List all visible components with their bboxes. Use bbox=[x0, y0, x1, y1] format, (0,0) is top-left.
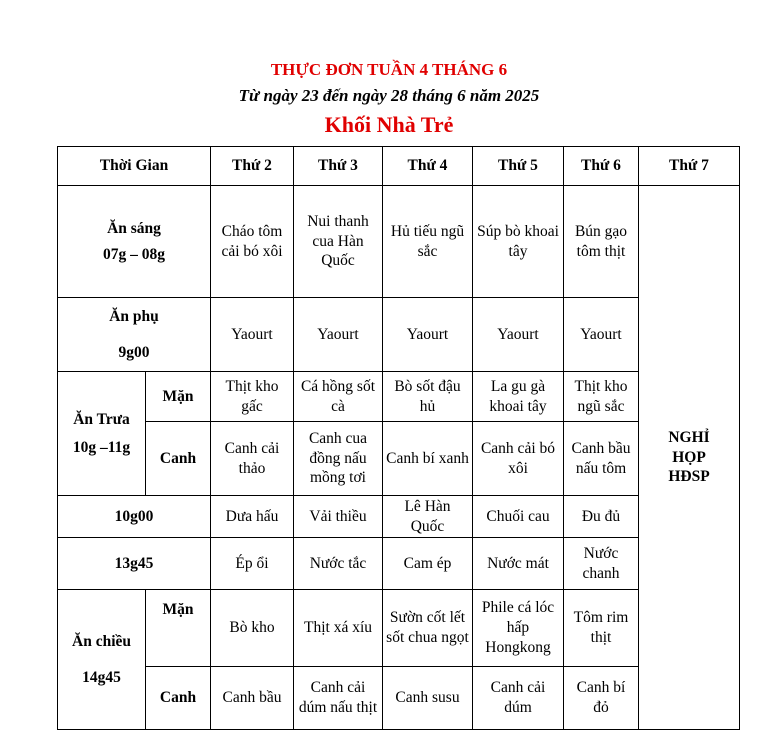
menu-cell: Vải thiều bbox=[294, 496, 383, 538]
menu-cell: Canh bí xanh bbox=[383, 422, 473, 496]
header-day: Thứ 3 bbox=[294, 147, 383, 186]
menu-cell: Ép ổi bbox=[211, 538, 294, 590]
menu-cell: Yaourt bbox=[473, 298, 564, 372]
menu-cell: Yaourt bbox=[294, 298, 383, 372]
menu-cell: Phile cá lóc hấp Hongkong bbox=[473, 590, 564, 667]
menu-cell: Súp bò khoai tây bbox=[473, 186, 564, 298]
group-name: Khối Nhà Trẻ bbox=[324, 112, 454, 137]
afternoon-soup-label: Canh bbox=[146, 667, 211, 730]
menu-cell: Bò kho bbox=[211, 590, 294, 667]
menu-cell: Dưa hấu bbox=[211, 496, 294, 538]
menu-cell: Canh bí đỏ bbox=[564, 667, 639, 730]
menu-table bbox=[57, 146, 740, 730]
menu-cell: Đu đủ bbox=[564, 496, 639, 538]
menu-cell: Thịt kho ngũ sắc bbox=[564, 372, 639, 422]
afternoon-label bbox=[58, 590, 146, 730]
lunch-title: Ăn Trưa bbox=[73, 410, 130, 428]
menu-cell: Canh cải dúm nấu thịt bbox=[294, 667, 383, 730]
saturday-note-line: NGHỈ bbox=[668, 428, 710, 446]
menu-cell: Cháo tôm cải bó xôi bbox=[211, 186, 294, 298]
breakfast-label bbox=[58, 186, 211, 298]
header-day: Thứ 5 bbox=[473, 147, 564, 186]
lunch-savory-row bbox=[58, 372, 740, 422]
menu-cell: Bún gạo tôm thịt bbox=[564, 186, 639, 298]
afternoon-soup-row bbox=[58, 667, 740, 730]
breakfast-time: 07g – 08g bbox=[103, 245, 165, 263]
menu-cell: Bò sốt đậu hủ bbox=[383, 372, 473, 422]
lunch-label bbox=[58, 372, 146, 496]
snack-time: 9g00 bbox=[118, 343, 150, 361]
saturday-note-line: HĐSP bbox=[668, 468, 710, 486]
menu-cell: Thịt xá xíu bbox=[294, 590, 383, 667]
menu-cell: Tôm rim thịt bbox=[564, 590, 639, 667]
menu-cell: Canh bầu bbox=[211, 667, 294, 730]
menu-cell: Chuối cau bbox=[473, 496, 564, 538]
header-time: Thời Gian bbox=[58, 147, 211, 186]
menu-cell: Canh cải bó xôi bbox=[473, 422, 564, 496]
header-day: Thứ 7 bbox=[639, 147, 740, 186]
drink-time: 13g45 bbox=[58, 538, 211, 590]
saturday-note bbox=[639, 186, 740, 730]
header-day: Thứ 4 bbox=[383, 147, 473, 186]
menu-cell: Yaourt bbox=[383, 298, 473, 372]
header-day: Thứ 2 bbox=[211, 147, 294, 186]
lunch-soup-label: Canh bbox=[146, 422, 211, 496]
fruit-time: 10g00 bbox=[58, 496, 211, 538]
menu-cell: Hủ tiếu ngũ sắc bbox=[383, 186, 473, 298]
menu-cell: Thịt kho gấc bbox=[211, 372, 294, 422]
lunch-soup-row bbox=[58, 422, 740, 496]
menu-cell: La gu gà khoai tây bbox=[473, 372, 564, 422]
afternoon-time: 14g45 bbox=[82, 668, 121, 686]
menu-cell: Cam ép bbox=[383, 538, 473, 590]
menu-cell: Canh cải thảo bbox=[211, 422, 294, 496]
menu-cell: Yaourt bbox=[564, 298, 639, 372]
afternoon-title: Ăn chiều bbox=[72, 632, 131, 650]
menu-cell: Nước mát bbox=[473, 538, 564, 590]
menu-cell: Nui thanh cua Hàn Quốc bbox=[294, 186, 383, 298]
menu-cell: Yaourt bbox=[211, 298, 294, 372]
snack-title: Ăn phụ bbox=[109, 307, 159, 325]
menu-cell: Cá hồng sốt cà bbox=[294, 372, 383, 422]
snack-row bbox=[58, 298, 740, 372]
menu-cell: Lê Hàn Quốc bbox=[383, 496, 473, 538]
menu-cell: Canh susu bbox=[383, 667, 473, 730]
lunch-savory-label: Mặn bbox=[146, 372, 211, 422]
afternoon-savory-row bbox=[58, 590, 740, 667]
menu-title: THỰC ĐƠN TUẦN 4 THÁNG 6 bbox=[270, 60, 508, 79]
menu-cell: Nước tắc bbox=[294, 538, 383, 590]
breakfast-row bbox=[58, 186, 740, 298]
menu-cell: Nước chanh bbox=[564, 538, 639, 590]
saturday-note-line: HỌP bbox=[672, 448, 706, 466]
header-row bbox=[58, 147, 740, 186]
lunch-time: 10g –11g bbox=[72, 438, 131, 456]
fruit-row bbox=[58, 496, 740, 538]
menu-cell: Canh cải dúm bbox=[473, 667, 564, 730]
date-range: Từ ngày 23 đến ngày 28 tháng 6 năm 2025 bbox=[238, 86, 540, 105]
menu-cell: Sườn cốt lết sốt chua ngọt bbox=[383, 590, 473, 667]
header-day: Thứ 6 bbox=[564, 147, 639, 186]
snack-label bbox=[58, 298, 211, 372]
drink-row bbox=[58, 538, 740, 590]
menu-cell: Canh cua đồng nấu mồng tơi bbox=[294, 422, 383, 496]
menu-cell: Canh bầu nấu tôm bbox=[564, 422, 639, 496]
breakfast-title: Ăn sáng bbox=[107, 219, 161, 237]
afternoon-savory-label: Mặn bbox=[146, 590, 211, 667]
